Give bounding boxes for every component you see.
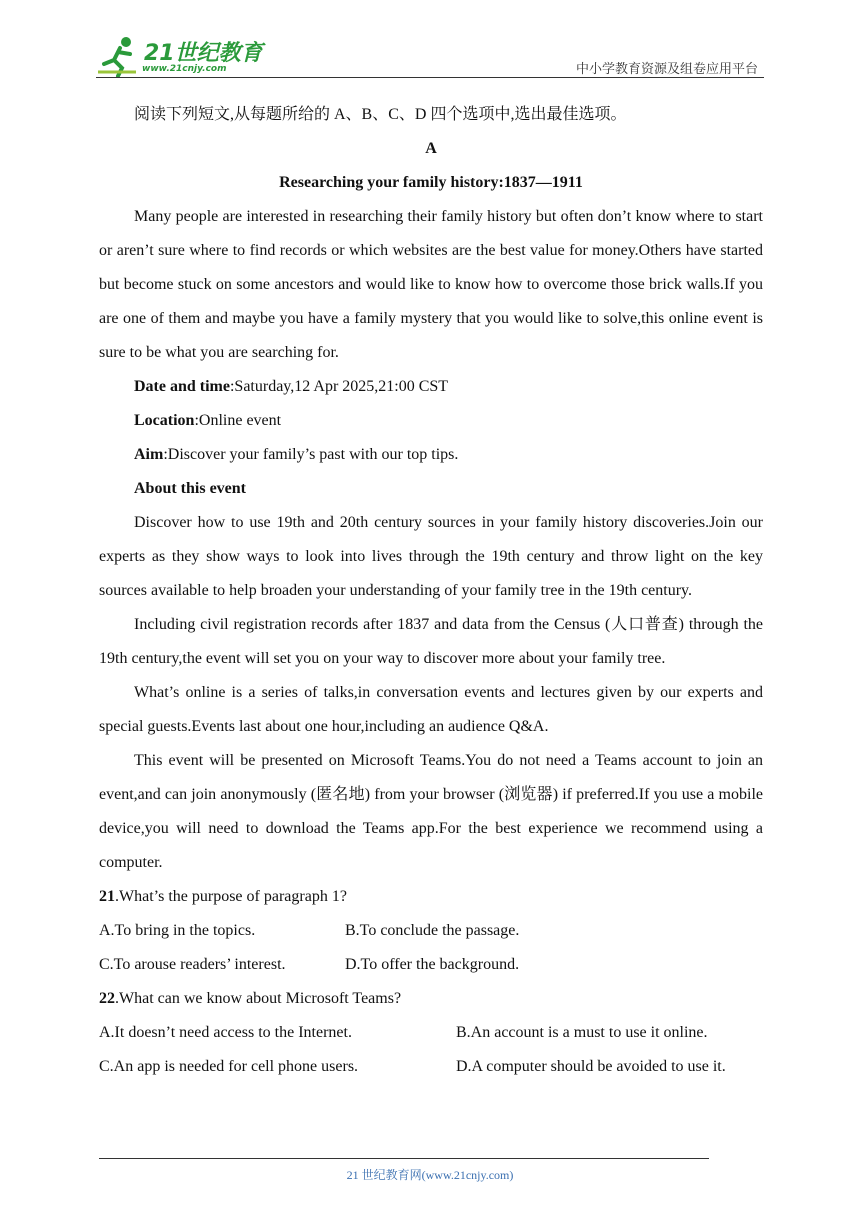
footer-link[interactable]: 21 世纪教育网(www.21cnjy.com): [346, 1168, 514, 1182]
passage-title: Researching your family history:1837—1911: [279, 174, 583, 191]
detail-location: [99, 404, 763, 438]
option-c: C.An app is needed for cell phone users.: [99, 1058, 359, 1075]
option-d: D.To offer the background.: [345, 956, 520, 973]
document-body: [99, 98, 763, 1084]
page-header: [96, 28, 764, 78]
option-b: B.To conclude the passage.: [345, 922, 520, 939]
about-heading: About this event: [134, 480, 247, 497]
option-c: C.To arouse readers’ interest.: [99, 956, 286, 973]
detail-value: :Online event: [194, 412, 282, 429]
question-text: .What can we know about Microsoft Teams?: [115, 990, 402, 1007]
question-text: .What’s the purpose of paragraph 1?: [115, 888, 347, 905]
site-logo: [96, 34, 266, 78]
option-a: A.To bring in the topics.: [99, 922, 256, 939]
question-number: 21: [99, 888, 115, 905]
runner-icon: [96, 34, 146, 78]
instruction: 阅读下列短文,从每题所给的 A、B、C、D 四个选项中,选出最佳选项。: [134, 106, 627, 123]
question-21-stem: [99, 880, 763, 914]
question-22-stem: [99, 982, 763, 1016]
question-22-options-row-1: [99, 1016, 763, 1050]
question-21-options-row-2: [99, 948, 763, 982]
paragraph-3: Including civil registration records after 1837 and data from the Census (人口普查) through the 19th century,the event will set you on your way to discover more about your family tree.: [99, 616, 763, 667]
option-d: D.A computer should be avoided to use it.: [456, 1058, 726, 1075]
detail-label: Date and time: [134, 378, 230, 395]
detail-value: :Saturday,12 Apr 2025,21:00 CST: [229, 378, 449, 395]
section-label: A: [425, 140, 437, 157]
paragraph-2: Discover how to use 19th and 20th century sources in your family history discoveries.Join our experts as they show ways to look into lives through the 19th century and throw light on the key sources available to help broaden your understanding of your family tree in the 19th century.: [99, 514, 763, 599]
header-divider: [96, 77, 764, 78]
paragraph-1: Many people are interested in researching their family history but often don’t know where to start or aren’t sure where to find records or which websites are the best value for money.Others have started but become stuck on some ancestors and would like to know how to overcome those brick walls.If you are one of them and maybe you have a family mystery that you would like to solve,this online event is sure to be what you are searching for.: [99, 208, 763, 361]
question-21-options-row-1: [99, 914, 763, 948]
detail-label: Aim: [134, 446, 164, 463]
paragraph-5: This event will be presented on Microsoft Teams.You do not need a Teams account to join an event,and can join anonymously (匿名地) from your browser (浏览器) if preferred.If you use a mobile device,you will need to download the Teams app.For the best experience we recommend using a computer.: [99, 752, 763, 871]
platform-tagline: 中小学教育资源及组卷应用平台: [575, 62, 758, 77]
logo-url: www.21cnjy.com: [142, 64, 227, 74]
option-a: A.It doesn’t need access to the Internet.: [99, 1024, 352, 1041]
detail-value: :Discover your family’s past with our top tips.: [163, 446, 459, 463]
detail-label: Location: [134, 412, 195, 429]
footer-divider: [99, 1158, 709, 1159]
option-b: B.An account is a must to use it online.: [456, 1024, 708, 1041]
logo-text: 21世纪教育: [144, 41, 263, 66]
question-22-options-row-2: [99, 1050, 763, 1084]
detail-aim: [99, 438, 763, 472]
question-number: 22: [99, 990, 115, 1007]
detail-date: [99, 370, 763, 404]
paragraph-4: What’s online is a series of talks,in conversation events and lectures given by our experts and special guests.Events last about one hour,including an audience Q&A.: [99, 684, 763, 735]
